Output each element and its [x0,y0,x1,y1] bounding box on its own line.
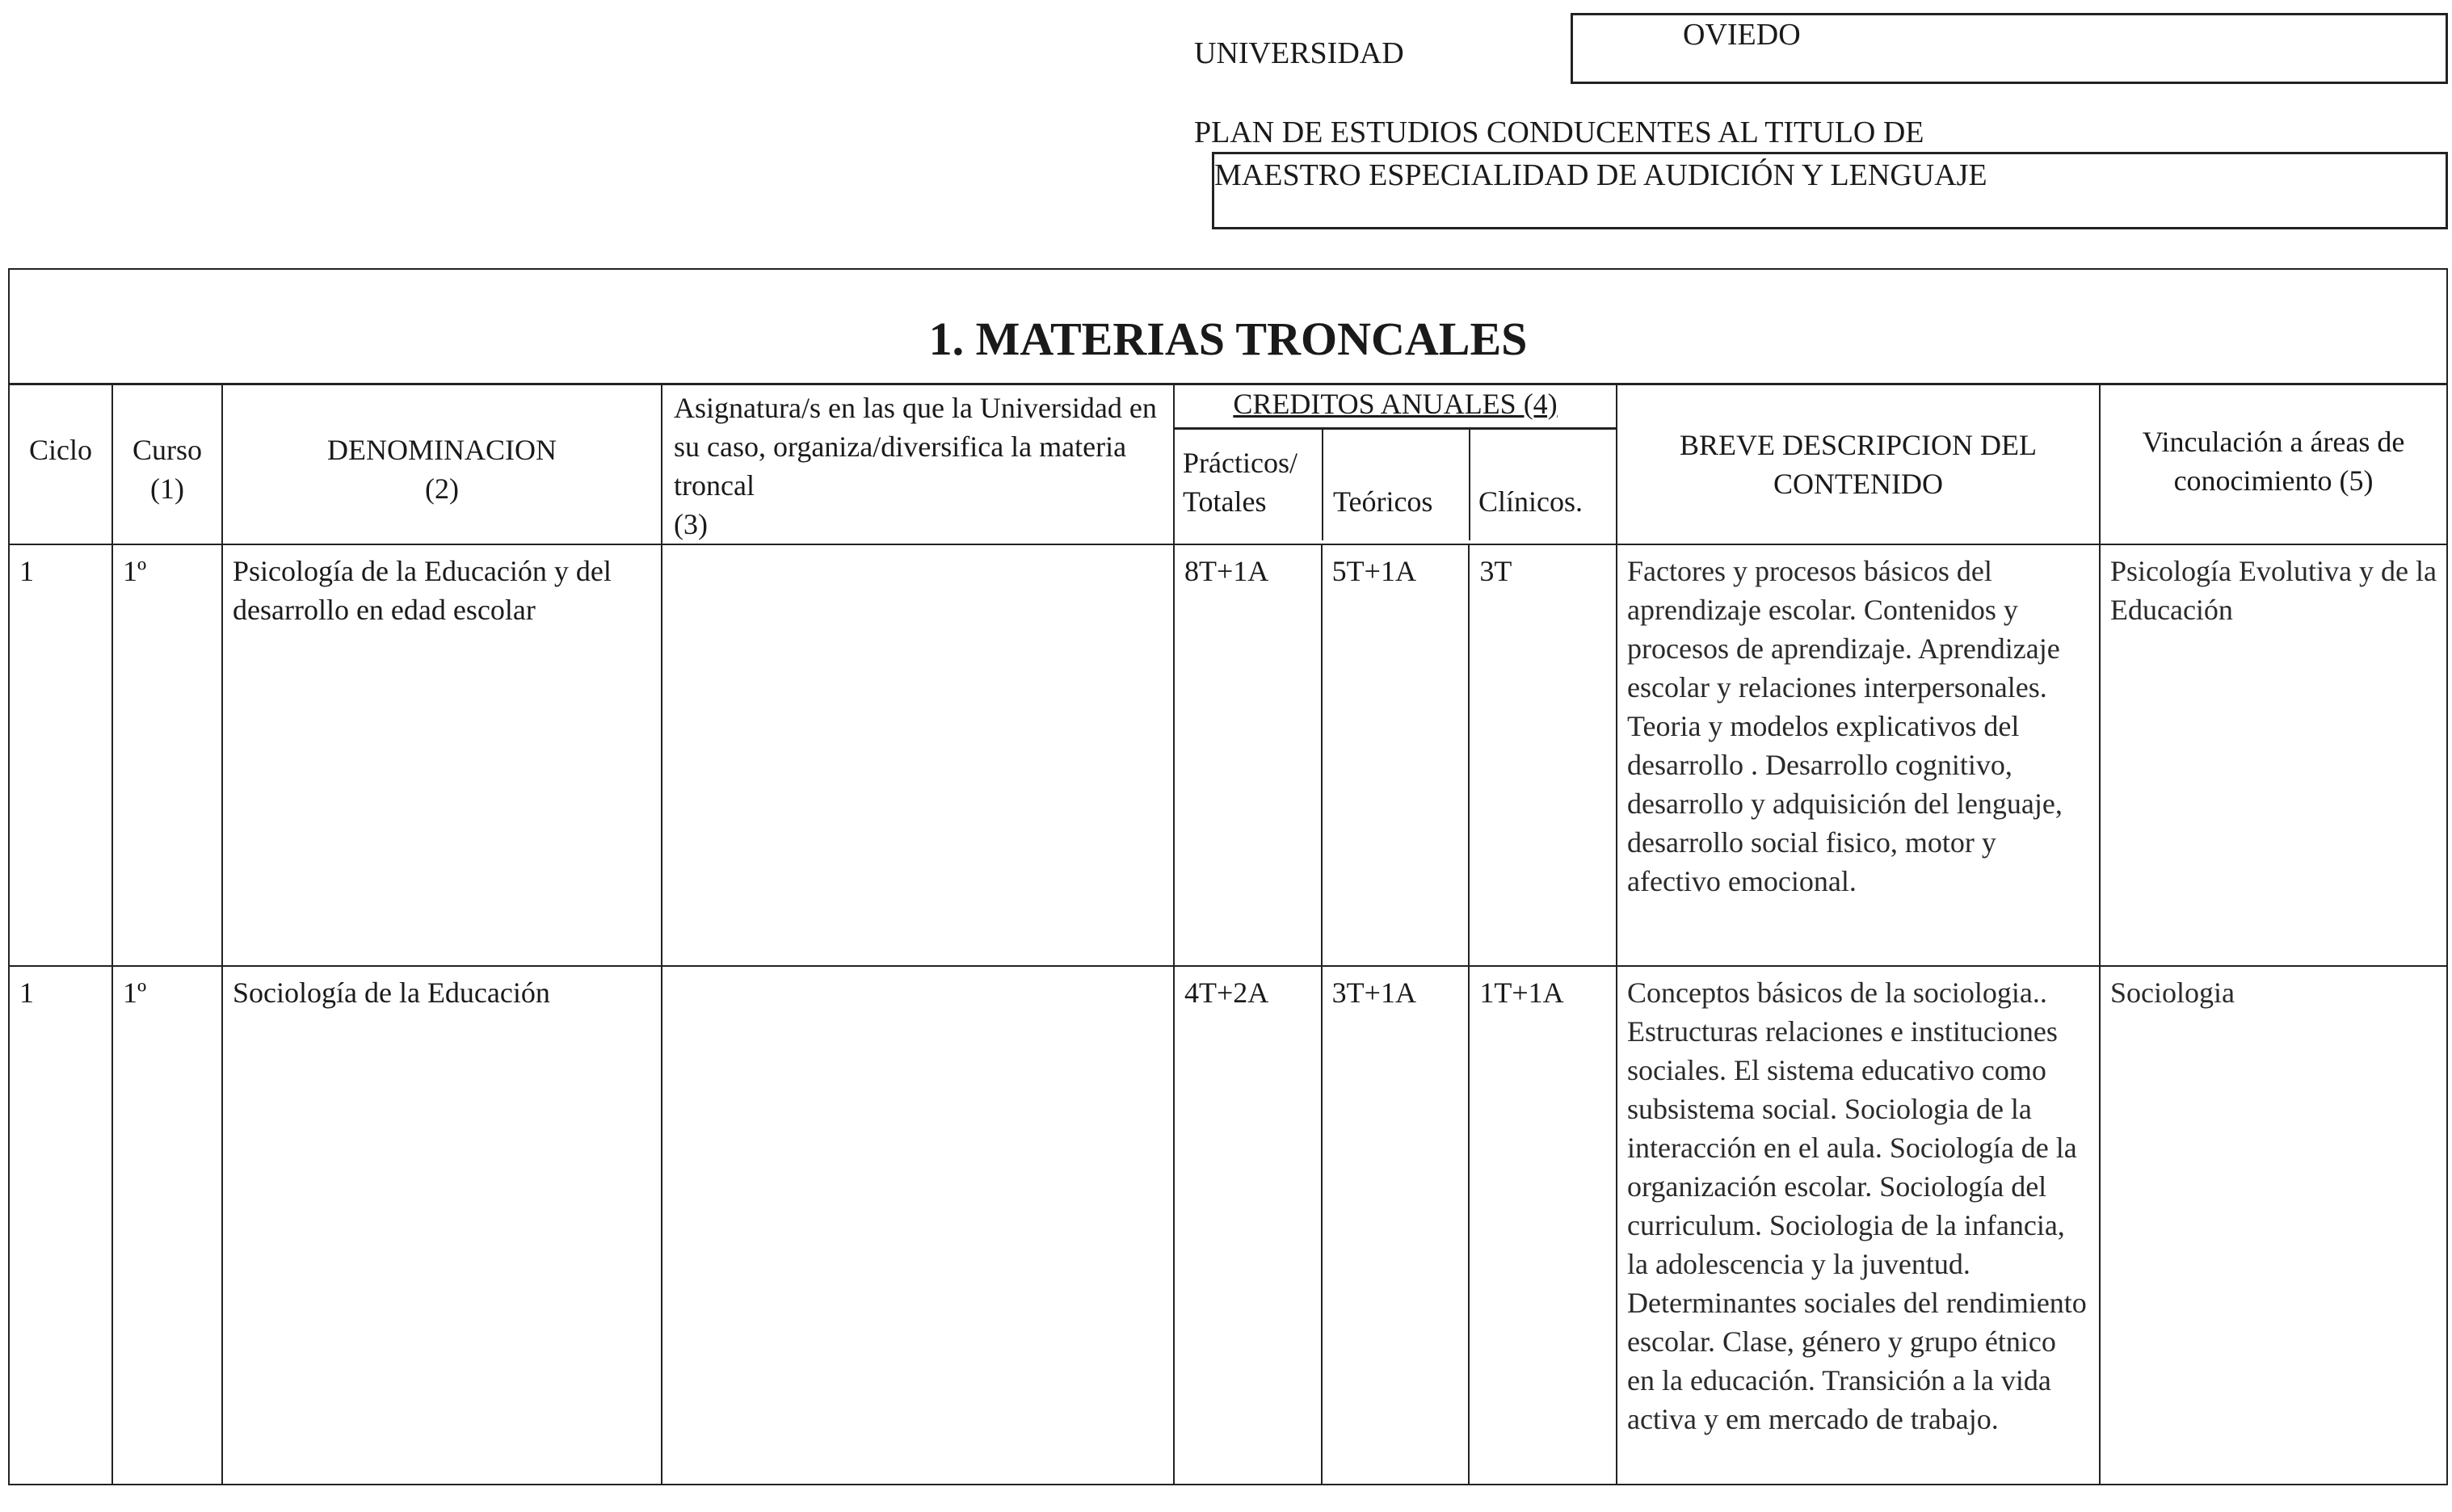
plan-label: PLAN DE ESTUDIOS CONDUCENTES AL TITULO DE [1194,116,1924,149]
header-practicos [1183,443,1297,521]
header-curso [112,384,222,545]
row-teoricos: 5T+1A [1321,545,1469,965]
row-clinicos: 3T [1468,545,1616,965]
header-asignatura-note: (3) [674,508,708,540]
row-ciclo: 1 [9,544,112,966]
row-denominacion: Sociología de la Educación [222,966,662,1485]
header-descripcion-label: BREVE DESCRIPCION DEL CONTENIDO [1679,429,2038,500]
table-row [9,544,2447,966]
header-vinculacion [2100,384,2447,545]
header-asignatura [662,384,1174,545]
row-asignatura [662,966,1174,1485]
row-creditos [1174,544,1617,966]
header-teoricos: Teóricos [1333,485,1433,518]
header-ciclo [9,384,112,545]
row-curso: 1º [112,966,222,1485]
row-clinicos: 1T+1A [1468,967,1616,1484]
header-creditos [1174,384,1617,545]
row-teoricos: 3T+1A [1321,967,1469,1484]
row-totales: 4T+2A [1184,976,1269,1009]
header-totales-label: Totales [1183,485,1267,518]
header-denominacion [222,384,662,545]
table-header-row [9,384,2447,545]
materias-troncales-table [8,268,2448,1485]
table-title-cell [9,269,2447,384]
row-totales: 8T+1A [1184,555,1269,587]
header-asignatura-label: Asignatura/s en las que la Universidad en su caso, organiza/diversifica la materia troncal [674,392,1157,502]
header-vinculacion-label: Vinculación a áreas de conocimiento (5) [2142,426,2405,497]
creditos-divider [1175,427,1616,430]
header-curso-label: Curso [132,434,202,466]
header-creditos-label: CREDITOS ANUALES (4) [1233,388,1558,420]
creditos-subdivider-2 [1469,427,1470,540]
row-vinculacion: Psicología Evolutiva y de la Educación [2100,544,2447,966]
header-ciclo-label: Ciclo [29,434,92,466]
table-title: 1. MATERIAS TRONCALES [928,313,1528,365]
header-curso-note: (1) [150,472,184,505]
header-descripcion [1617,384,2100,545]
header-practicos-label: Prácticos/ [1183,447,1297,479]
row-ciclo: 1 [9,966,112,1485]
titulo-box [1212,152,2448,229]
row-descripcion: Factores y procesos básicos del aprendizaje escolar. Contenidos y procesos de aprendizaje. Aprendizaje escolar y relaciones interpersonales. Teoria y modelos explicativos del desarrollo . Desarrollo cognitivo, desarrollo y adquisición del lenguaje, desarrollo social fisico, motor y afectivo emocional. [1617,544,2100,966]
row-descripcion: Conceptos básicos de la sociologia.. Estructuras relaciones e instituciones sociales. El sistema educativo como subsistema social. Sociologia de la interacción en el aula. Sociología de la organización escolar. Sociología del curriculum. Sociologia de la infancia, la adolescencia y la juventud. Determinantes sociales del rendimiento escolar. Clase, género y grupo étnico en la educación. Transición a la vida activa y em mercado de trabajo. [1617,966,2100,1485]
row-asignatura [662,544,1174,966]
header-denominacion-label: DENOMINACION [327,434,557,466]
header-denominacion-note: (2) [425,472,459,505]
universidad-box [1571,13,2448,84]
row-creditos [1174,966,1617,1485]
creditos-subdivider-1 [1322,427,1323,540]
row-denominacion: Psicología de la Educación y del desarrollo en edad escolar [222,544,662,966]
row-vinculacion: Sociologia [2100,966,2447,1485]
universidad-label: UNIVERSIDAD [1194,36,1404,70]
row-curso: 1º [112,544,222,966]
table-row [9,966,2447,1485]
header-clinicos: Clínicos. [1478,485,1583,518]
titulo-value: MAESTRO ESPECIALIDAD DE AUDICIÓN Y LENGUAJE [1214,158,1987,192]
universidad-value: OVIEDO [1683,18,1801,52]
